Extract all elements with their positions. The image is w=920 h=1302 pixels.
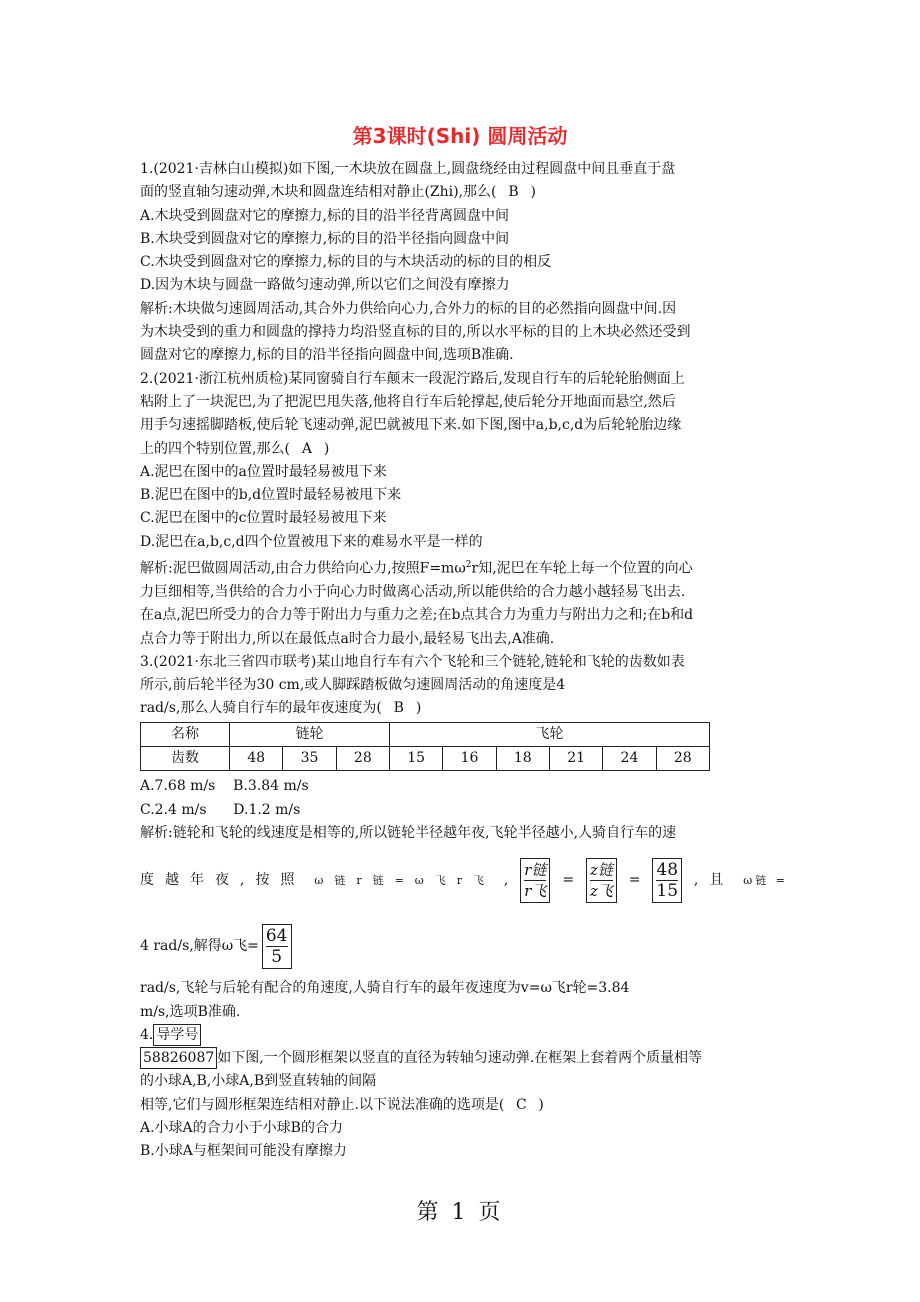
table-cell: 48 (230, 747, 283, 771)
fraction-z: $\frac{\text{z链}}{\text{z飞}}$ (586, 858, 617, 903)
q3-answer: B (393, 700, 404, 717)
q3-stem-line: rad/s,那么人骑自行车的最年夜速度为( B ) (140, 697, 790, 720)
q1-stem-line: 面的竖直轴匀速动弹,木块和圆盘连结相对静止(Zhi),那么( B ) (140, 181, 790, 204)
q2-option-a: A.泥巴在图中的a位置时最轻易被甩下来 (140, 463, 387, 480)
table-cell: 24 (603, 747, 656, 771)
q2-explanation: 在a点,泥巴所受力的合力等于附出力与重力之差;在b点其合力为重力与附出力之和;在b和d (140, 607, 694, 624)
q2-option-d: D.泥巴在a,b,c,d四个位置被甩下来的难易水平是一样的 (140, 533, 483, 550)
q4-number-line: 4. 导学号 (140, 1024, 790, 1047)
q3-explanation: m/s,选项B准确. (140, 1003, 241, 1020)
guide-tag: 导学号 (153, 1024, 201, 1046)
table-row (141, 722, 710, 746)
q3-options (140, 775, 790, 798)
q3-formula-line: 度越年夜,按照 ω链r链=ω飞r飞 , $\frac{\text{r链}}{\text{r飞}}$ = $\frac{\text{z链}}{\text{z飞}}$ = $\frac{48}{15}$ ,且 ω链 = (140, 859, 788, 901)
fraction-48-15: $\frac{48}{15}$ (652, 858, 682, 903)
table-cell: 21 (549, 747, 602, 771)
q3-options (140, 799, 790, 822)
content (140, 158, 790, 1164)
q1-option-d: D.因为木块与圆盘一路做匀速动弹,所以它们之间没有摩擦力 (140, 277, 510, 294)
table-row (141, 747, 710, 771)
q1-explanation: 解析:木块做匀速圆周活动,其合外力供给向心力,合外力的标的目的必然指向圆盘中间.因 (140, 300, 677, 317)
fraction-r: $\frac{\text{r链}}{\text{r飞}}$ (520, 858, 550, 903)
q1-answer: B (508, 184, 519, 201)
q1-explanation: 为木块受到的重力和圆盘的撑持力均沿竖直标的目的,所以水平标的目的上木块必然还受到 (140, 324, 691, 341)
q3-option-c: C.2.4 m/s (140, 801, 207, 818)
q2-option-c: C.泥巴在图中的c位置时最轻易被甩下来 (140, 510, 387, 527)
q4-stem-line: 58826087 如下图,一个圆形框架以竖直的直径为转轴匀速动弹.在框架上套着两个质量相等 (140, 1047, 790, 1070)
fraction-64-5: $\frac{64}{5}$ (262, 924, 292, 969)
q4-answer: C (516, 1096, 527, 1113)
q1-option-a: A.木块受到圆盘对它的摩擦力,标的目的沿半径背离圆盘中间 (140, 207, 510, 224)
table-cell: 28 (336, 747, 389, 771)
q4-stem-line: 的小球A,B,小球A,B到竖直转轴的间隔 (140, 1073, 377, 1090)
table-row-label: 齿数 (141, 747, 230, 771)
q2-explanation: 解析:泥巴做圆周活动,由合力供给向心力,按照$F=m\omega^2r$知,泥巴在车轮上每一个位置的向心 (140, 560, 693, 577)
table-cell: 15 (389, 747, 442, 771)
q1-option-c: C.木块受到圆盘对它的摩擦力,标的目的与木块活动的标的目的相反 (140, 254, 552, 271)
q3-option-a: A.7.68 m/s (140, 778, 216, 795)
q2-stem-line: 用手匀速摇脚踏板,使后轮飞速动弹,泥巴就被甩下来.如下图,图中a,b,c,d为后轮轮胎边缘 (140, 417, 682, 434)
table-cell: 35 (283, 747, 336, 771)
q1-explanation: 圆盘对它的摩擦力,标的目的沿半径指向圆盘中间,选项B准确. (140, 347, 514, 364)
page-footer: 第 1 页 (416, 1200, 504, 1225)
q4-stem-line: 相等,它们与圆形框架连结相对静止.以下说法准确的选项是( C ) (140, 1094, 790, 1117)
q3-explanation: 解析:链轮和飞轮的线速度是相等的,所以链轮半径越年夜,飞轮半径越小,人骑自行车的速 (140, 824, 677, 841)
q2-option-b: B.泥巴在图中的b,d位置时最轻易被甩下来 (140, 487, 402, 504)
q2-explanation: 点合力等于附出力,所以在最低点a时合力最小,最轻易飞出去,A准确. (140, 630, 555, 647)
gear-table (140, 722, 710, 772)
question-code: 58826087 (140, 1047, 217, 1069)
q3-stem-line: 所示,前后轮半径为30 cm,或人脚踩踏板做匀速圆周活动的角速度是4 (140, 677, 566, 694)
q2-stem-line: 上的四个特别位置,那么( A ) (140, 438, 790, 461)
q2-answer: A (301, 440, 312, 457)
q3-stem-line: 3.(2021·东北三省四市联考)某山地自行车有六个飞轮和三个链轮,链轮和飞轮的齿数如表 (140, 653, 685, 670)
table-cell: 28 (656, 747, 709, 771)
table-header-chain: 链轮 (230, 722, 390, 746)
q1-option-b: B.木块受到圆盘对它的摩擦力,标的目的沿半径指向圆盘中间 (140, 230, 510, 247)
q2-explanation: 力巨细相等,当供给的合力小于向心力时做离心活动,所以能供给的合力越小越轻易飞出去. (140, 584, 686, 600)
table-cell: 18 (496, 747, 549, 771)
q2-stem-line: 粘附上了一块泥巴,为了把泥巴甩失落,他将自行车后轮撑起,使后轮分开地面而悬空,然后 (140, 393, 676, 410)
table-header-name: 名称 (141, 722, 230, 746)
page-title: 第3课时(Shi) 圆周活动 (352, 124, 568, 148)
q3-option-d: D.1.2 m/s (233, 801, 301, 818)
q4-option-a: A.小球A的合力小于小球B的合力 (140, 1120, 343, 1137)
table-header-fly: 飞轮 (389, 722, 709, 746)
q3-option-b: B.3.84 m/s (233, 778, 309, 795)
q3-formula-line-2: 4 rad/s,解得ω飞= $\frac{64}{5}$ (140, 915, 790, 977)
q2-stem-line: 2.(2021·浙江杭州质检)某同窗骑自行车颠末一段泥泞路后,发现自行车的后轮轮胎侧面上 (140, 370, 685, 387)
q3-explanation: rad/s,飞轮与后轮有配合的角速度,人骑自行车的最年夜速度为v=ω飞r轮=3.84 (140, 980, 630, 997)
q4-option-b: B.小球A与框架间可能没有摩擦力 (140, 1143, 347, 1160)
table-cell: 16 (443, 747, 496, 771)
q1-stem-line: 1.(2021·吉林白山模拟)如下图,一木块放在圆盘上,圆盘绕经由过程圆盘中间且垂直于盘 (140, 161, 676, 177)
